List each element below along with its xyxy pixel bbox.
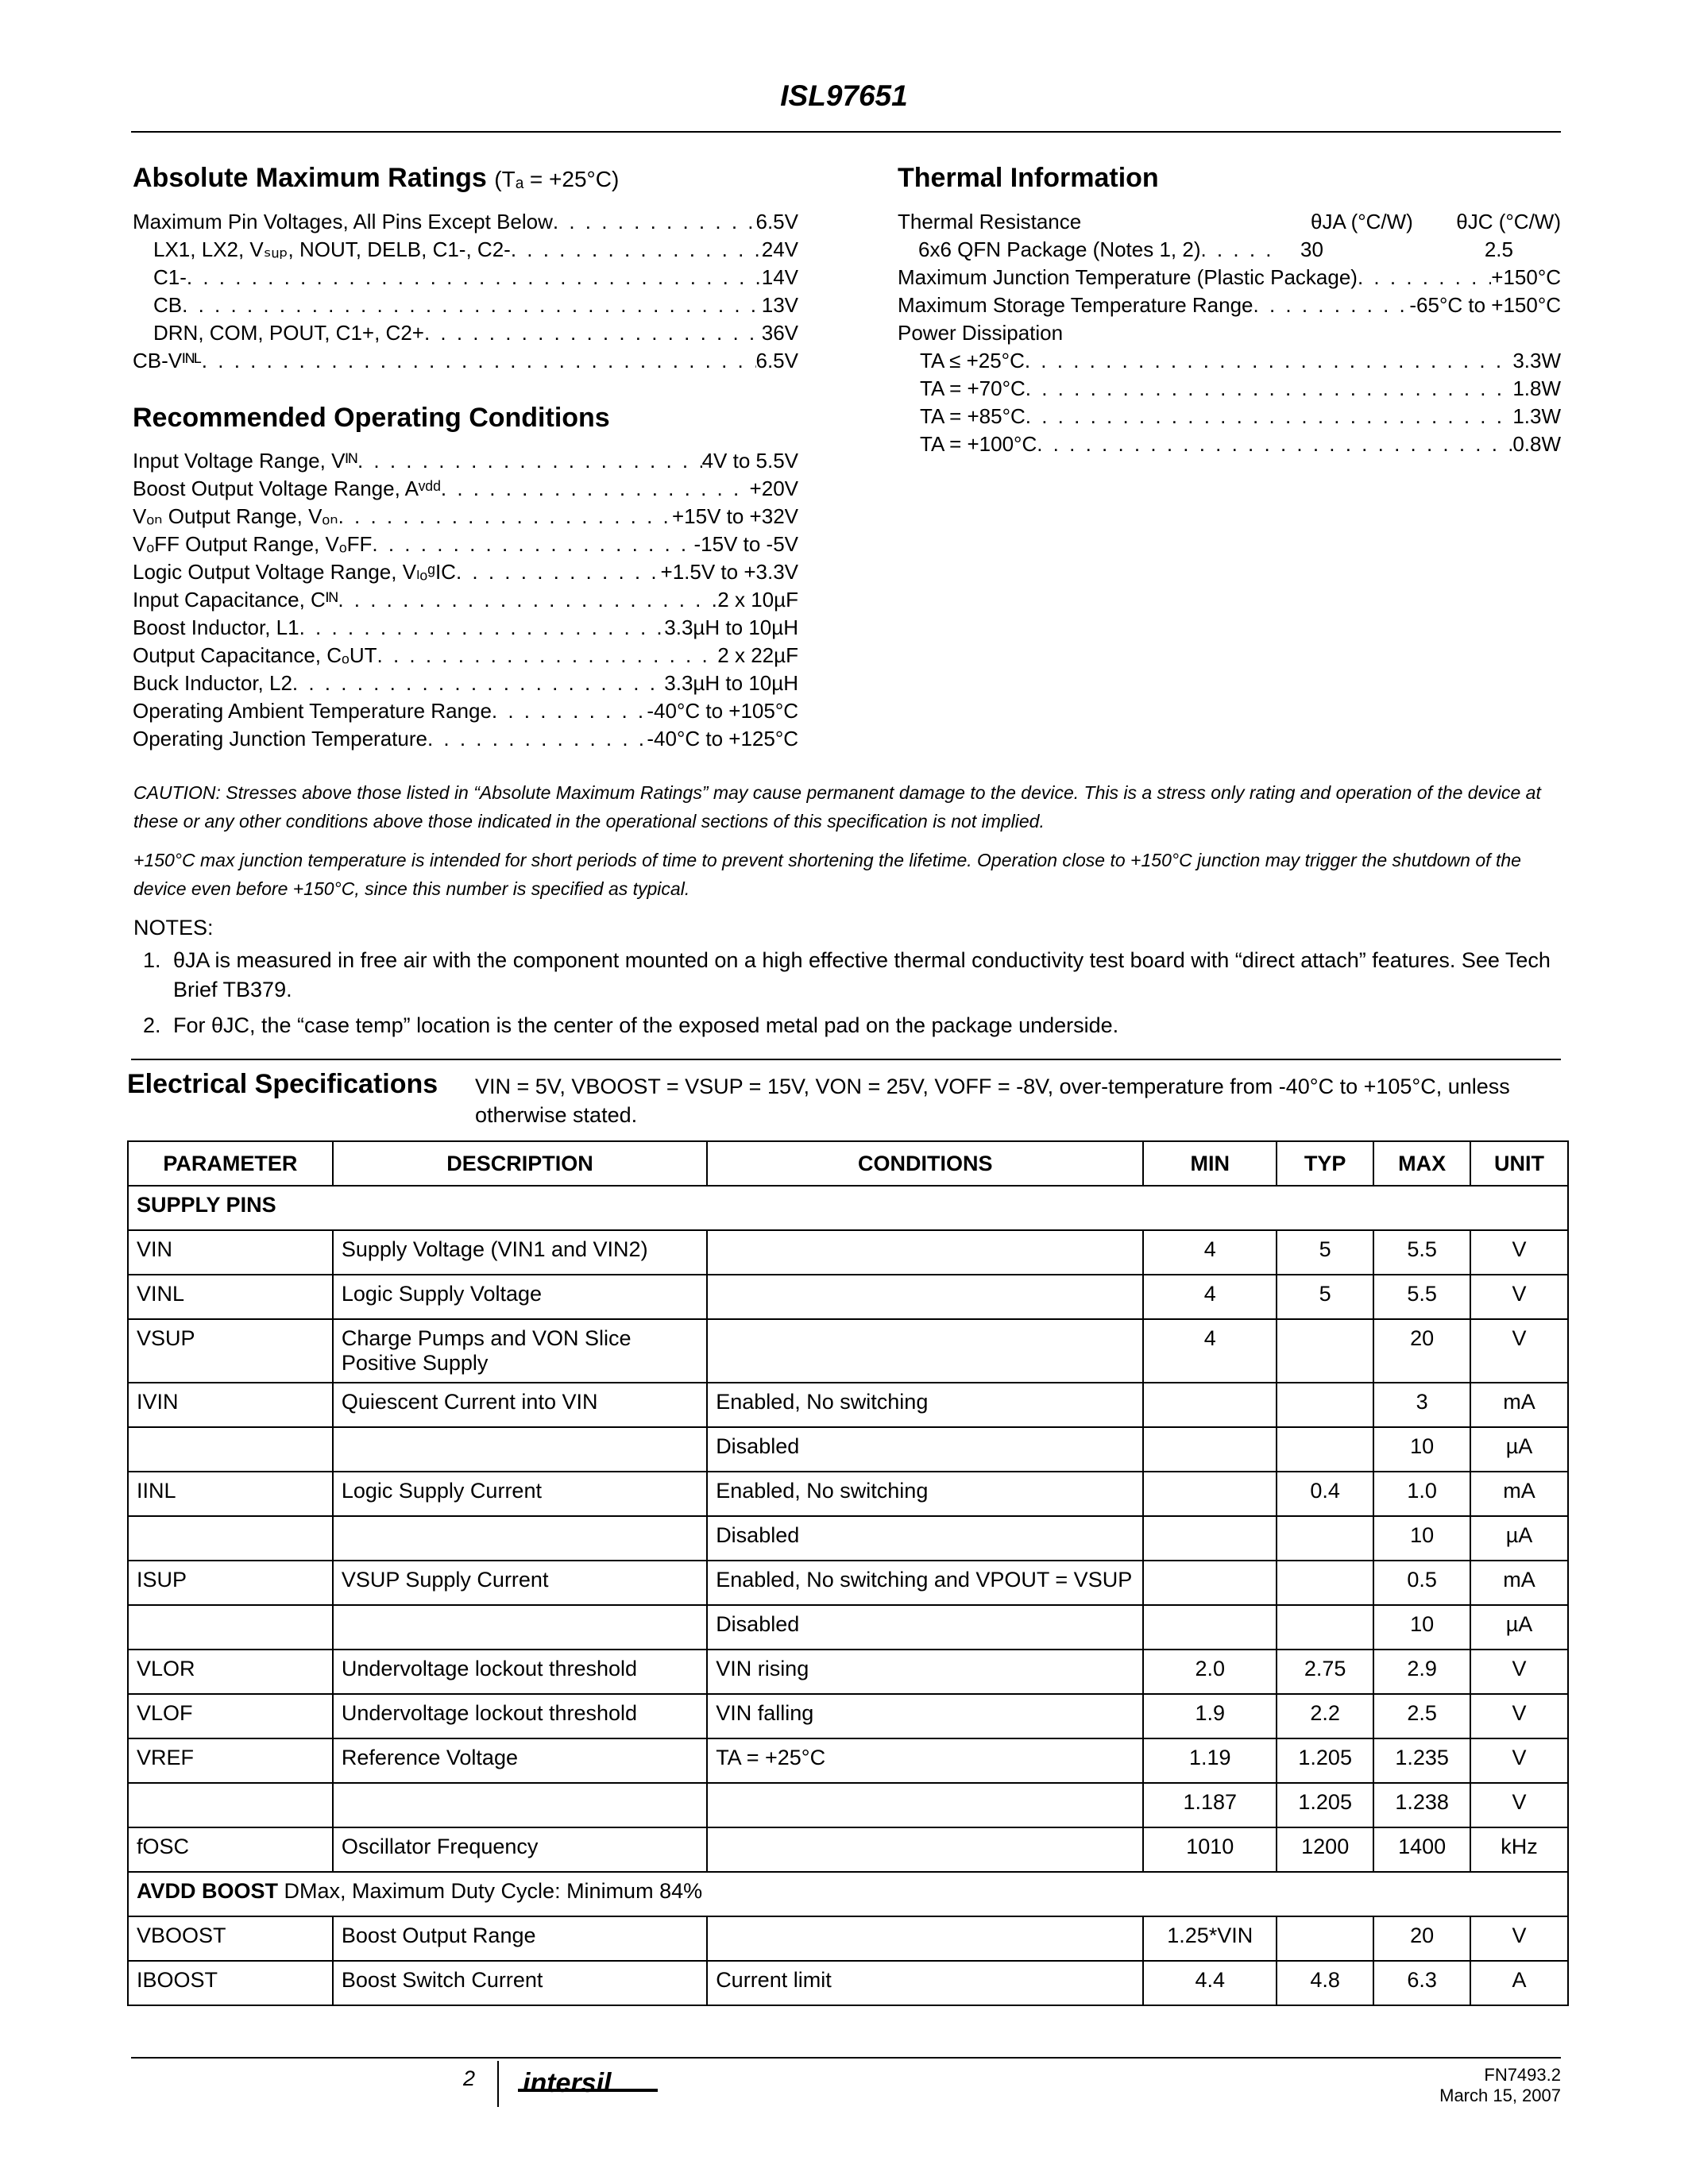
rec-op-row-label: Logic Output Voltage Range, VₗₒᵍIC [133,560,456,584]
doc-info [1439,2065,1561,2106]
unit-cell: V [1470,1738,1568,1783]
unit-cell: V [1470,1319,1568,1383]
min-cell [1143,1516,1277,1561]
desc-cell [333,1605,707,1650]
param-cell: VREF [128,1738,333,1783]
abs-max-row [133,208,798,236]
leader-dots [357,447,702,475]
abs-max-row-label: DRN, COM, POUT, C1+, C2+ [153,321,424,345]
cond-cell: Disabled [707,1516,1143,1561]
col-header: MAX [1373,1141,1470,1186]
param-cell: fOSC [128,1827,333,1872]
rec-op-row-value: 2 x 22µF [717,643,798,667]
table-row [128,1230,1568,1275]
min-cell [1143,1383,1277,1427]
thermal-row-value: -65°C to +150°C [1409,293,1561,317]
table-row [128,1916,1568,1961]
max-cell: 1.235 [1373,1738,1470,1783]
min-cell: 4 [1143,1275,1277,1319]
power-row [898,430,1561,458]
unit-cell: V [1470,1916,1568,1961]
cond-cell: Disabled [707,1427,1143,1472]
abs-max-row-label: C1- [153,265,187,289]
max-cell: 20 [1373,1319,1470,1383]
rec-op-row-value: 2 x 10µF [717,588,798,612]
max-cell: 6.3 [1373,1961,1470,2005]
rec-op-row [133,614,798,642]
max-cell: 3 [1373,1383,1470,1427]
elec-spec-table [127,1140,1569,2006]
rec-op-row [133,558,798,586]
power-row [898,375,1561,403]
desc-cell [333,1516,707,1561]
min-cell: 2.0 [1143,1650,1277,1694]
leader-dots [511,236,762,264]
unit-cell: µA [1470,1516,1568,1561]
table-row [128,1561,1568,1605]
abs-max-row-value: 14V [761,265,798,289]
footer-rule [131,2057,1561,2059]
cond-cell: Enabled, No switching [707,1383,1143,1427]
abs-max-row-value: 6.5V [755,210,798,233]
leader-dots [1025,347,1512,375]
max-cell: 1400 [1373,1827,1470,1872]
thermal-row [898,264,1561,291]
max-cell: 0.5 [1373,1561,1470,1605]
abs-max-list [133,208,798,375]
table-row [128,1383,1568,1427]
typ-cell: 5 [1277,1230,1373,1275]
unit-cell: kHz [1470,1827,1568,1872]
leader-dots [338,503,672,531]
typ-cell: 1.205 [1277,1738,1373,1783]
unit-cell: µA [1470,1605,1568,1650]
desc-cell: Charge Pumps and VON Slice Positive Supply [333,1319,707,1383]
power-row-label: TA ≤ +25°C [920,349,1025,372]
thermal-row-label: Maximum Junction Temperature (Plastic Package) [898,265,1358,289]
abs-max-row-value: 36V [761,321,798,345]
power-row-value: 1.3W [1512,404,1561,428]
typ-cell [1277,1319,1373,1383]
max-cell: 10 [1373,1605,1470,1650]
cond-cell [707,1827,1143,1872]
power-row-label: TA = +85°C [920,404,1026,428]
intersil-logo [516,2065,659,2109]
table-row [128,1319,1568,1383]
col-header: UNIT [1470,1141,1568,1186]
rec-op-row [133,642,798,669]
typ-cell [1277,1605,1373,1650]
typ-cell: 5 [1277,1275,1373,1319]
leader-dots [441,475,750,503]
leader-dots [1026,375,1513,403]
abs-max-row-label: CB-Vᴵᴺᴸ [133,349,202,372]
param-cell: VLOR [128,1650,333,1694]
leader-dots [182,291,762,319]
desc-cell: Supply Voltage (VIN1 and VIN2) [333,1230,707,1275]
param-cell: IBOOST [128,1961,333,2005]
typ-cell [1277,1427,1373,1472]
min-cell: 4 [1143,1319,1277,1383]
power-row [898,347,1561,375]
leader-dots [1358,264,1491,291]
rec-op-row [133,475,798,503]
doc-number: FN7493.2 [1484,2065,1561,2085]
cond-cell [707,1783,1143,1827]
rec-op-row-value: -40°C to +105°C [647,699,798,723]
rec-op-row-value: +20V [749,477,798,500]
param-cell: VBOOST [128,1916,333,1961]
unit-cell: V [1470,1230,1568,1275]
thermal-row-label: Maximum Storage Temperature Range [898,293,1253,317]
min-cell: 1.187 [1143,1783,1277,1827]
thermal-row-value: +150°C [1491,265,1561,289]
cond-cell: Disabled [707,1605,1143,1650]
param-cell: VINL [128,1275,333,1319]
rec-op-row [133,586,798,614]
max-cell: 5.5 [1373,1230,1470,1275]
table-row [128,1427,1568,1472]
max-cell: 5.5 [1373,1275,1470,1319]
param-cell: IVIN [128,1383,333,1427]
rec-op-row-value: 4V to 5.5V [701,449,798,473]
rec-op-row-value: 3.3µH to 10µH [664,671,798,695]
cond-cell [707,1319,1143,1383]
table-row [128,1516,1568,1561]
desc-cell: Boost Output Range [333,1916,707,1961]
param-cell: VSUP [128,1319,333,1383]
leader-dots [377,642,718,669]
rec-op-row [133,503,798,531]
unit-cell: A [1470,1961,1568,2005]
col-header: DESCRIPTION [333,1141,707,1186]
min-cell [1143,1427,1277,1472]
param-cell [128,1605,333,1650]
param-cell: VLOF [128,1694,333,1738]
unit-cell: V [1470,1694,1568,1738]
min-cell [1143,1605,1277,1650]
junction-temp-note: +150°C max junction temperature is intended for short periods of time to prevent shortening the lifetime. Operation close to +150°C junction may trigger the shutdown of the device even before +150°C, since this number is specified as typical. [133,850,1521,899]
power-row-value: 1.8W [1512,376,1561,400]
max-cell: 10 [1373,1516,1470,1561]
table-row [128,1694,1568,1738]
max-cell: 1.0 [1373,1472,1470,1516]
thermal-list [898,208,1561,458]
rec-op-row-value: -40°C to +125°C [647,727,798,751]
param-cell [128,1516,333,1561]
desc-cell: Oscillator Frequency [333,1827,707,1872]
leader-dots [372,531,693,558]
doc-date: March 15, 2007 [1439,2086,1561,2105]
header-rule [131,131,1561,133]
elec-spec-title: Electrical Specifications [127,1069,438,1099]
unit-cell: mA [1470,1383,1568,1427]
table-row [128,1472,1568,1516]
col-header: TYP [1277,1141,1373,1186]
note-1: 1. θJA is measured in free air with the component mounted on a high effective thermal conductivity test board with “direct attach” features. See Tech Brief TB379. [167,946,1563,1005]
table-row [128,1961,1568,2005]
cond-cell: Current limit [707,1961,1143,2005]
table-row [128,1650,1568,1694]
desc-cell [333,1783,707,1827]
notes-block [133,913,1563,1047]
abs-max-row [133,291,798,319]
min-cell [1143,1472,1277,1516]
abs-max-title: Absolute Maximum Ratings (Tₐ = +25°C) [133,163,620,193]
abs-max-row [133,264,798,291]
min-cell: 4.4 [1143,1961,1277,2005]
cond-cell: Enabled, No switching [707,1472,1143,1516]
section-heading: SUPPLY PINS [128,1186,1568,1230]
rec-op-row-value: -15V to -5V [693,532,798,556]
leader-dots [553,208,756,236]
leader-dots [1037,430,1512,458]
unit-cell: V [1470,1650,1568,1694]
section-heading: AVDD BOOST DMax, Maximum Duty Cycle: Minimum 84% [128,1872,1568,1916]
leader-dots [202,347,756,375]
min-cell: 1.9 [1143,1694,1277,1738]
unit-cell: mA [1470,1472,1568,1516]
rec-op-row [133,531,798,558]
rec-op-row [133,725,798,753]
desc-cell: Undervoltage lockout threshold [333,1694,707,1738]
rec-op-row [133,447,798,475]
rec-op-row-label: Operating Ambient Temperature Range [133,699,492,723]
rec-op-row-value: +1.5V to +3.3V [660,560,798,584]
param-cell: VIN [128,1230,333,1275]
typ-cell: 0.4 [1277,1472,1373,1516]
typ-cell [1277,1383,1373,1427]
desc-cell: Logic Supply Current [333,1472,707,1516]
footer-divider [497,2061,499,2107]
table-row [128,1605,1568,1650]
leader-dots [456,558,661,586]
rec-op-row-label: Input Voltage Range, Vᴵᴺ [133,449,357,473]
cond-cell: Enabled, No switching and VPOUT = VSUP [707,1561,1143,1605]
part-number-header: ISL97651 [780,79,908,112]
typ-cell: 1.205 [1277,1783,1373,1827]
rec-op-row-value: +15V to +32V [671,504,798,528]
rec-op-title: Recommended Operating Conditions [133,403,610,433]
col-header: MIN [1143,1141,1277,1186]
max-cell: 2.9 [1373,1650,1470,1694]
abs-max-row-label: LX1, LX2, Vₛᵤₚ, NOUT, DELB, C1-, C2- [153,237,511,261]
param-cell [128,1427,333,1472]
leader-dots [1253,291,1410,319]
abs-max-row-label: CB [153,293,183,317]
table-row [128,1738,1568,1783]
min-cell: 1.25*VIN [1143,1916,1277,1961]
thermal-resistance-row: Thermal Resistance θJA (°C/W) θJC (°C/W) [898,210,1561,233]
min-cell: 1.19 [1143,1738,1277,1783]
typ-cell: 1200 [1277,1827,1373,1872]
typ-cell [1277,1516,1373,1561]
cond-cell: VIN rising [707,1650,1143,1694]
page-number: 2 [463,2066,476,2090]
intersil-logo-icon [516,2065,659,2105]
param-cell [128,1783,333,1827]
leader-dots [338,586,717,614]
cond-cell: TA = +25°C [707,1738,1143,1783]
typ-cell [1277,1916,1373,1961]
cond-cell: VIN falling [707,1694,1143,1738]
desc-cell [333,1427,707,1472]
table-row [128,1827,1568,1872]
rec-op-row-label: Output Capacitance, CₒUT [133,643,377,667]
section-row [128,1186,1568,1230]
min-cell: 4 [1143,1230,1277,1275]
abs-max-row-value: 24V [761,237,798,261]
caution-text: CAUTION: Stresses above those listed in “Absolute Maximum Ratings” may cause permanent damage to the device. This is a stress only rating and operation of the device at these or any other conditions above those indicated in the operational sections of this specification is not implied. [133,782,1541,832]
typ-cell [1277,1561,1373,1605]
param-cell: IINL [128,1472,333,1516]
thermal-title: Thermal Information [898,163,1159,193]
leader-dots [492,697,647,725]
cond-cell [707,1916,1143,1961]
abs-max-row-value: 13V [761,293,798,317]
rec-op-row [133,669,798,697]
power-dissipation-label: Power Dissipation [898,321,1064,345]
rec-op-row-label: VₒFF Output Range, VₒFF [133,532,373,556]
rec-op-row-value: 3.3µH to 10µH [664,615,798,639]
max-cell: 10 [1373,1427,1470,1472]
desc-cell: Boost Switch Current [333,1961,707,2005]
col-header: CONDITIONS [707,1141,1143,1186]
thermal-package-row: 6x6 QFN Package (Notes 1, 2) . . . 30 2.5 [898,236,1561,264]
cond-cell [707,1230,1143,1275]
desc-cell: Reference Voltage [333,1738,707,1783]
table-header-row [128,1141,1568,1186]
table-row [128,1783,1568,1827]
max-cell: 1.238 [1373,1783,1470,1827]
abs-max-row [133,347,798,375]
unit-cell: V [1470,1275,1568,1319]
rec-op-row-label: Operating Junction Temperature [133,727,427,751]
section-row [128,1872,1568,1916]
power-row-value: 0.8W [1512,432,1561,456]
abs-max-row [133,236,798,264]
min-cell: 1010 [1143,1827,1277,1872]
col-header: PARAMETER [128,1141,333,1186]
desc-cell: Undervoltage lockout threshold [333,1650,707,1694]
max-cell: 20 [1373,1916,1470,1961]
section-rule [131,1059,1561,1060]
abs-max-row-value: 6.5V [755,349,798,372]
svg-text:intersil: intersil [523,2068,612,2098]
table-row [128,1275,1568,1319]
leader-dots [187,264,762,291]
notes-title: NOTES: [133,916,214,940]
abs-max-row [133,319,798,347]
typ-cell: 2.75 [1277,1650,1373,1694]
power-row-label: TA = +70°C [920,376,1026,400]
power-row [898,403,1561,430]
rec-op-row-label: Input Capacitance, Cᴵᴺ [133,588,338,612]
rec-op-row [133,697,798,725]
power-row-value: 3.3W [1512,349,1561,372]
section-note: DMax, Maximum Duty Cycle: Minimum 84% [278,1879,703,1903]
unit-cell: mA [1470,1561,1568,1605]
rec-op-row-label: Buck Inductor, L2 [133,671,292,695]
cond-cell [707,1275,1143,1319]
max-cell: 2.5 [1373,1694,1470,1738]
elec-spec-conditions: VIN = 5V, VBOOST = VSUP = 15V, VON = 25V, VOFF = -8V, over-temperature from -40°C to +105°C, unless otherwise stated. [475,1075,1510,1127]
leader-dots [427,725,647,753]
leader-dots [1026,403,1513,430]
rec-op-row-label: Boost Inductor, L1 [133,615,299,639]
rec-op-row-label: Vₒₙ Output Range, Vₒₙ [133,504,338,528]
desc-cell: Logic Supply Voltage [333,1275,707,1319]
param-cell: ISUP [128,1561,333,1605]
unit-cell: V [1470,1783,1568,1827]
leader-dots [299,614,665,642]
unit-cell: µA [1470,1427,1568,1472]
desc-cell: VSUP Supply Current [333,1561,707,1605]
abs-max-row-label: Maximum Pin Voltages, All Pins Except Below [133,210,553,233]
note-2: 2. For θJC, the “case temp” location is the center of the exposed metal pad on the package underside. [167,1011,1563,1040]
typ-cell: 2.2 [1277,1694,1373,1738]
min-cell [1143,1561,1277,1605]
leader-dots [292,669,664,697]
thermal-row [898,291,1561,319]
power-row-label: TA = +100°C [920,432,1037,456]
rec-op-list [133,447,798,753]
desc-cell: Quiescent Current into VIN [333,1383,707,1427]
rec-op-row-label: Boost Output Voltage Range, Aᵛᵈᵈ [133,477,441,500]
typ-cell: 4.8 [1277,1961,1373,2005]
leader-dots [424,319,762,347]
